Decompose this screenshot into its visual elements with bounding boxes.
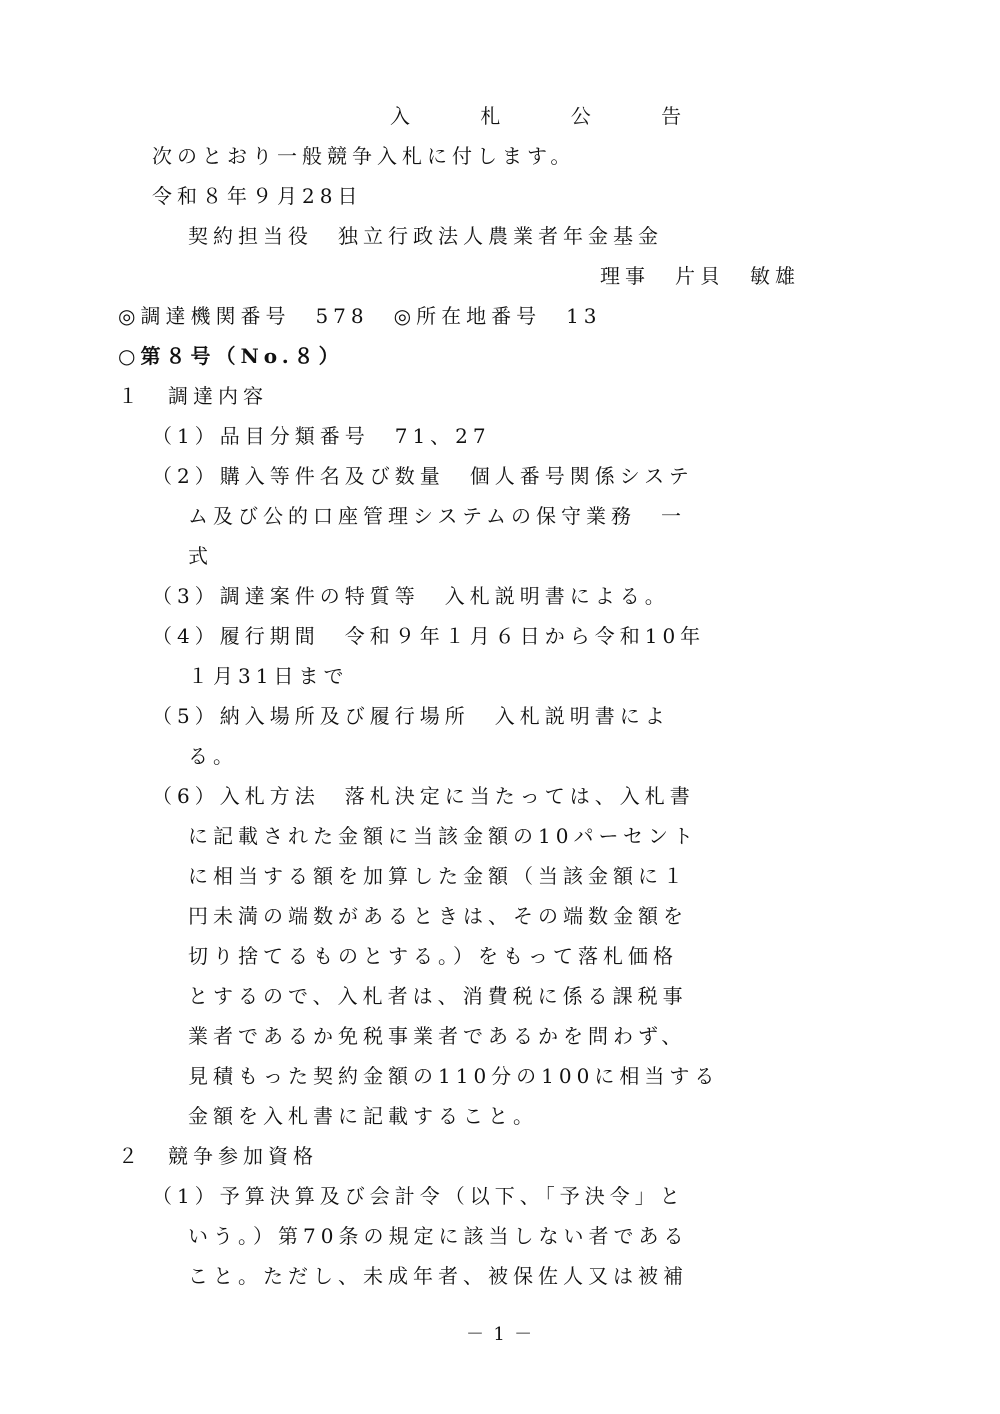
section-2-heading: ２ 競争参加資格 <box>118 1144 318 1168</box>
section-1-6-cont: に相当する額を加算した金額（当該金額に１ <box>188 864 688 888</box>
section-1-4: （4）履行期間 令和９年１月６日から令和10年 <box>152 624 706 648</box>
intro-text: 次のとおり一般競争入札に付します。 <box>152 144 576 168</box>
section-2-1-cont: いう。）第70条の規定に該当しない者である <box>188 1224 689 1248</box>
contractor-role: 契約担当役 独立行政法人農業者年金基金 <box>188 224 663 248</box>
contractor-name: 理事 片貝 敏雄 <box>600 264 800 288</box>
section-1-3: （3）調達案件の特質等 入札説明書による。 <box>152 584 670 608</box>
section-1-2-cont: ム及び公的口座管理システムの保守業務 一 <box>188 504 686 528</box>
section-1-6-cont: とするので、入札者は、消費税に係る課税事 <box>188 984 688 1008</box>
section-2-1-cont: こと。ただし、未成年者、被保佐人又は被補 <box>188 1264 688 1288</box>
section-1-6-cont: 切り捨てるものとする。）をもって落札価格 <box>188 944 678 968</box>
section-1-6-cont: 業者であるか免税事業者であるかを問わず、 <box>188 1024 687 1048</box>
section-1-6-cont: 円未満の端数があるときは、その端数金額を <box>188 904 688 928</box>
section-1-6-cont: 金額を入札書に記載すること。 <box>188 1104 538 1128</box>
section-1-2-cont: 式 <box>188 544 213 568</box>
section-1-4-cont: １月31日まで <box>188 664 349 688</box>
section-1-5: （5）納入場所及び履行場所 入札説明書によ <box>152 704 670 728</box>
notice-number: ○第８号（No.８） <box>118 344 344 368</box>
section-1-6-cont: 見積もった契約金額の110分の100に相当する <box>188 1064 720 1088</box>
section-1-1: （1）品目分類番号 71、27 <box>152 424 491 448</box>
notice-title: 入 札 公 告 <box>390 104 714 128</box>
page-number: － 1 － <box>466 1324 534 1345</box>
section-1-2: （2）購入等件名及び数量 個人番号関係システ <box>152 464 694 488</box>
section-1-6-cont: に記載された金額に当該金額の10パーセント <box>188 824 699 848</box>
section-1-6: （6）入札方法 落札決定に当たっては、入札書 <box>152 784 695 808</box>
section-2-1: （1）予算決算及び会計令（以下、「予決令」と <box>152 1184 685 1208</box>
section-1-heading: １ 調達内容 <box>118 384 268 408</box>
section-1-5-cont: る。 <box>188 744 238 768</box>
notice-date: 令和８年９月28日 <box>152 184 363 208</box>
agency-codes: ◎調達機関番号 578 ◎所在地番号 13 <box>118 304 602 328</box>
